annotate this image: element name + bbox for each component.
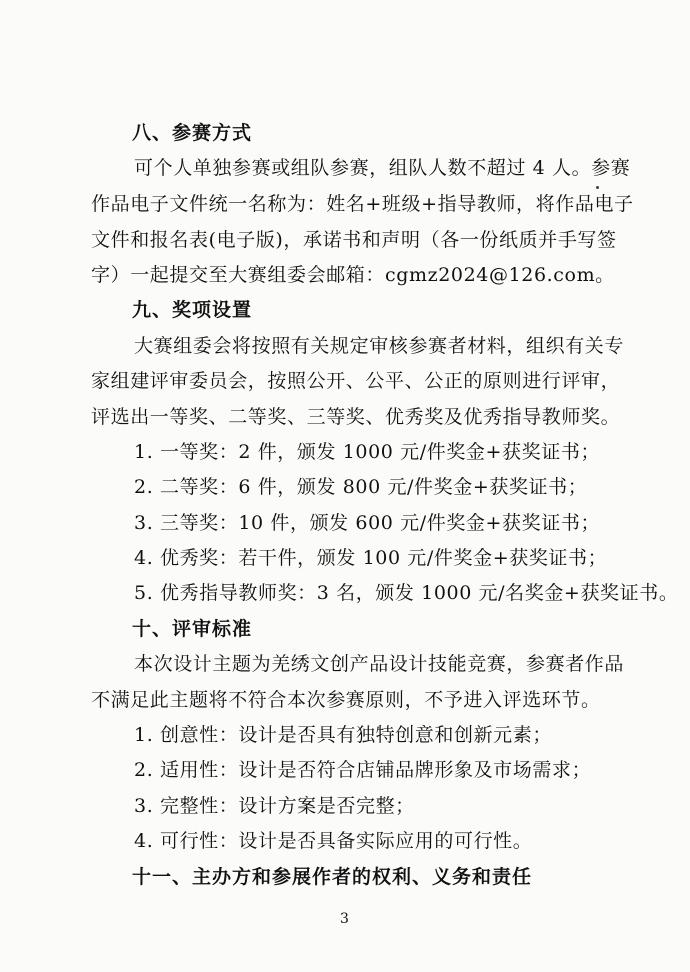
section-8-line-1: 可个人单独参赛或组队参赛，组队人数不超过 4 人。参赛	[134, 157, 631, 179]
section-8-line-3: 文件和报名表(电子版)，承诺书和声明（各一份纸质并手写签	[91, 229, 617, 251]
section-11-heading: 十一、主办方和参展作者的权利、义务和责任	[132, 866, 533, 888]
award-item-5: 5. 优秀指导教师奖：3 名，颁发 1000 元/名奖金+获奖证书。	[134, 582, 679, 604]
section-10-heading: 十、评审标准	[132, 618, 253, 640]
section-9-line-3: 评选出一等奖、二等奖、三等奖、优秀奖及优秀指导教师奖。	[91, 406, 621, 428]
criteria-item-1: 1. 创意性：设计是否具有独特创意和创新元素；	[134, 724, 552, 746]
award-item-1: 1. 一等奖：2 件，颁发 1000 元/件奖金+获奖证书；	[134, 441, 601, 463]
section-8-line-2: 作品电子文件统一名称为：姓名+班级+指导教师，将作品电子	[91, 193, 634, 215]
criteria-item-4: 4. 可行性：设计是否具备实际应用的可行性。	[134, 830, 533, 852]
section-9-heading: 九、奖项设置	[132, 299, 253, 321]
section-9-line-1: 大赛组委会将按照有关规定审核参赛者材料，组织有关专	[134, 335, 625, 357]
criteria-item-3: 3. 完整性：设计方案是否完整；	[134, 795, 415, 817]
section-9-line-2: 家组建评审委员会，按照公开、公平、公正的原则进行评审，	[91, 370, 621, 392]
section-10-line-1: 本次设计主题为羌绣文创产品设计技能竞赛，参赛者作品	[134, 653, 625, 675]
award-item-2: 2. 二等奖：6 件，颁发 800 元/件奖金+获奖证书；	[134, 476, 588, 498]
scan-speck	[596, 186, 599, 189]
page-number: 3	[340, 911, 349, 927]
section-8-line-4: 字）一起提交至大赛组委会邮箱：cgmz2024@126.com。	[91, 264, 615, 286]
section-8-heading: 八、参赛方式	[132, 122, 253, 144]
criteria-item-2: 2. 适用性：设计是否符合店铺品牌形象及市场需求；	[134, 759, 592, 781]
section-10-line-2: 不满足此主题将不符合本次参赛原则，不予进入评选环节。	[91, 689, 601, 711]
award-item-4: 4. 优秀奖：若干件，颁发 100 元/件奖金+获奖证书；	[134, 547, 608, 569]
award-item-3: 3. 三等奖：10 件，颁发 600 元/件奖金+获奖证书；	[134, 512, 601, 534]
